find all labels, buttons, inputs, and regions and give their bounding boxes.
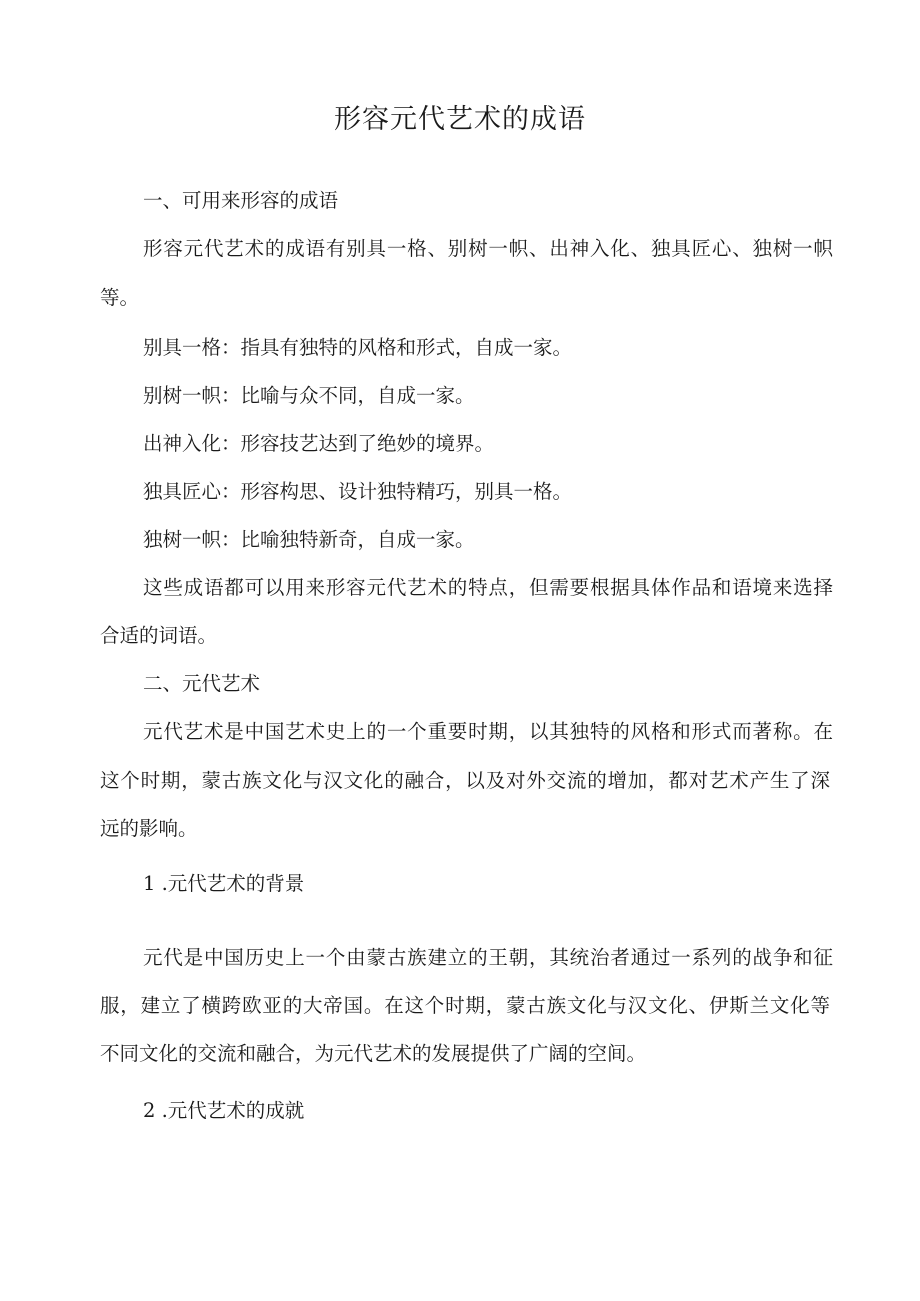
background-paragraph-line: 不同文化的交流和融合，为元代艺术的发展提供了广阔的空间。 xyxy=(100,1042,647,1065)
background-paragraph-line: 元代是中国历史上一个由蒙古族建立的王朝，其统治者通过一系列的战争和征 xyxy=(143,946,833,969)
background-paragraph-line: 服，建立了横跨欧亚的大帝国。在这个时期，蒙古族文化与汉文化、伊斯兰文化等 xyxy=(100,994,830,1017)
intro-paragraph-line: 等。 xyxy=(100,286,140,309)
yuan-art-paragraph-line: 这个时期，蒙古族文化与汉文化的融合，以及对外交流的增加，都对艺术产生了深 xyxy=(100,769,830,792)
intro-paragraph-line: 形容元代艺术的成语有别具一格、别树一帜、出神入化、独具匠心、独树一帜 xyxy=(143,237,833,260)
summary-paragraph-line: 这些成语都可以用来形容元代艺术的特点，但需要根据具体作品和语境来选择 xyxy=(143,576,833,599)
idiom-definition: 别树一帜：比喻与众不同，自成一家。 xyxy=(143,384,475,407)
subsection-heading-achievements: 2 .元代艺术的成就 xyxy=(143,1099,305,1122)
idiom-definition: 独树一帜：比喻独特新奇，自成一家。 xyxy=(143,528,475,551)
idiom-definition: 出神入化：形容技艺达到了绝妙的境界。 xyxy=(143,432,495,455)
section-heading-idioms: 一、可用来形容的成语 xyxy=(143,189,339,212)
summary-paragraph-line: 合适的词语。 xyxy=(100,624,218,647)
yuan-art-paragraph-line: 远的影响。 xyxy=(100,817,198,840)
subsection-heading-background: 1 .元代艺术的背景 xyxy=(143,872,305,895)
idiom-definition: 别具一格：指具有独特的风格和形式，自成一家。 xyxy=(143,336,573,359)
yuan-art-paragraph-line: 元代艺术是中国艺术史上的一个重要时期，以其独特的风格和形式而著称。在 xyxy=(143,720,833,743)
page-title: 形容元代艺术的成语 xyxy=(334,104,586,135)
section-heading-yuan-art: 二、元代艺术 xyxy=(143,672,261,695)
idiom-definition: 独具匠心：形容构思、设计独特精巧，别具一格。 xyxy=(143,480,573,503)
